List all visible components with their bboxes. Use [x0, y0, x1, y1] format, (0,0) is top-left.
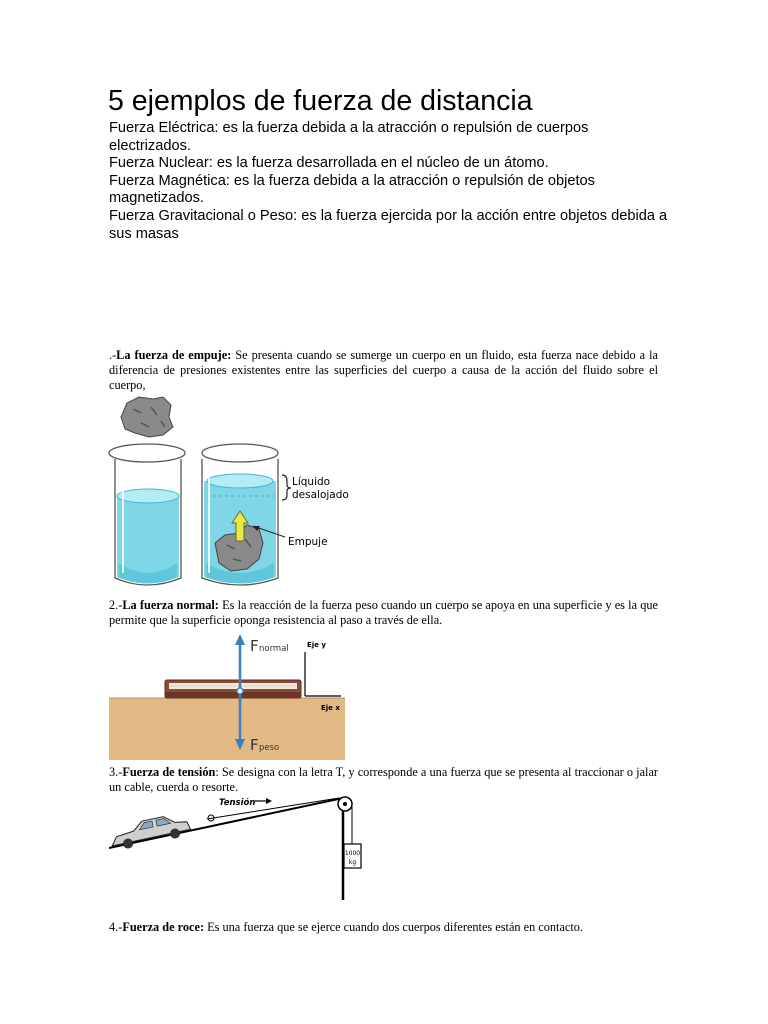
- fnormal-symbol: F: [250, 637, 259, 655]
- fnormal-sub: normal: [259, 644, 289, 654]
- fpeso-symbol: F: [250, 736, 259, 754]
- intro-list: [109, 120, 669, 243]
- fpeso-sub: peso: [259, 743, 280, 753]
- empuje-prefix: .-: [109, 348, 117, 362]
- beaker-left: [109, 444, 185, 585]
- page-title: 5 ejemplos de fuerza de distancia: [108, 85, 533, 117]
- tension-arrow: [266, 798, 272, 804]
- stone-above: [121, 397, 173, 437]
- normal-term: La fuerza normal:: [122, 598, 219, 612]
- intro-magnetica: Fuerza Magnética: es la fuerza debida a la atracción o repulsión de objetos magnetizados.: [109, 172, 595, 207]
- paragraph-normal: [109, 598, 658, 628]
- axis-x-label: Eje x: [321, 704, 340, 712]
- roce-text: Es una fuerza que se ejerce cuando dos cuerpos diferentes están en contacto.: [204, 920, 584, 934]
- normal-prefix: 2.-: [109, 598, 123, 612]
- paragraph-roce: [109, 920, 658, 935]
- intro-nuclear: Fuerza Nuclear: es la fuerza desarrollada en el núcleo de un átomo.: [109, 155, 549, 172]
- tension-text: : Se designa con la letra T, y corresponde a una fuerza que se presenta al traccionar o jalar un cable, cuerda o resorte.: [109, 765, 658, 794]
- figure-tension: [109, 792, 367, 900]
- ground: [109, 698, 345, 760]
- figure-empuje: [105, 393, 350, 593]
- label-liquid-2: desalojado: [292, 489, 349, 501]
- beaker-right: [202, 444, 278, 585]
- book: [165, 680, 301, 698]
- axis-y-label: Eje y: [307, 641, 326, 649]
- normal-text: Es la reacción de la fuerza peso cuando un cuerpo se apoya en una superficie y es la que permite que la superficie oponga resistencia al paso a través de ella.: [109, 598, 658, 627]
- paragraph-tension: [109, 765, 658, 795]
- intro-gravitacional: Fuerza Gravitacional o Peso: es la fuerza ejercida por la acción entre objetos debida a sus masas: [109, 207, 668, 242]
- tension-label: Tensión: [219, 798, 256, 808]
- label-push: Empuje: [288, 536, 328, 548]
- tension-term: Fuerza de tensión: [122, 765, 216, 779]
- roce-term: Fuerza de roce:: [122, 920, 205, 934]
- intro-electrica: Fuerza Eléctrica: es la fuerza debida a la atracción o repulsión de cuerpos electrizados.: [109, 120, 589, 154]
- weight-value: 1000: [344, 850, 361, 857]
- empuje-term: La fuerza de empuje:: [116, 348, 232, 362]
- tension-prefix: 3.-: [109, 765, 123, 779]
- paragraph-empuje: [109, 348, 658, 393]
- weight-block: [344, 844, 361, 868]
- empuje-text: Se presenta cuando se sumerge un cuerpo en un fluido, esta fuerza nace debido a la diferencia de presiones existentes entre las superficies del cuerpo a causa de la acción del fluido sobre el cuerpo,: [109, 348, 658, 392]
- weight-unit: kg: [348, 859, 357, 866]
- roce-prefix: 4.-: [109, 920, 123, 934]
- label-liquid-1: Líquido: [292, 476, 331, 488]
- figure-normal: [109, 632, 345, 760]
